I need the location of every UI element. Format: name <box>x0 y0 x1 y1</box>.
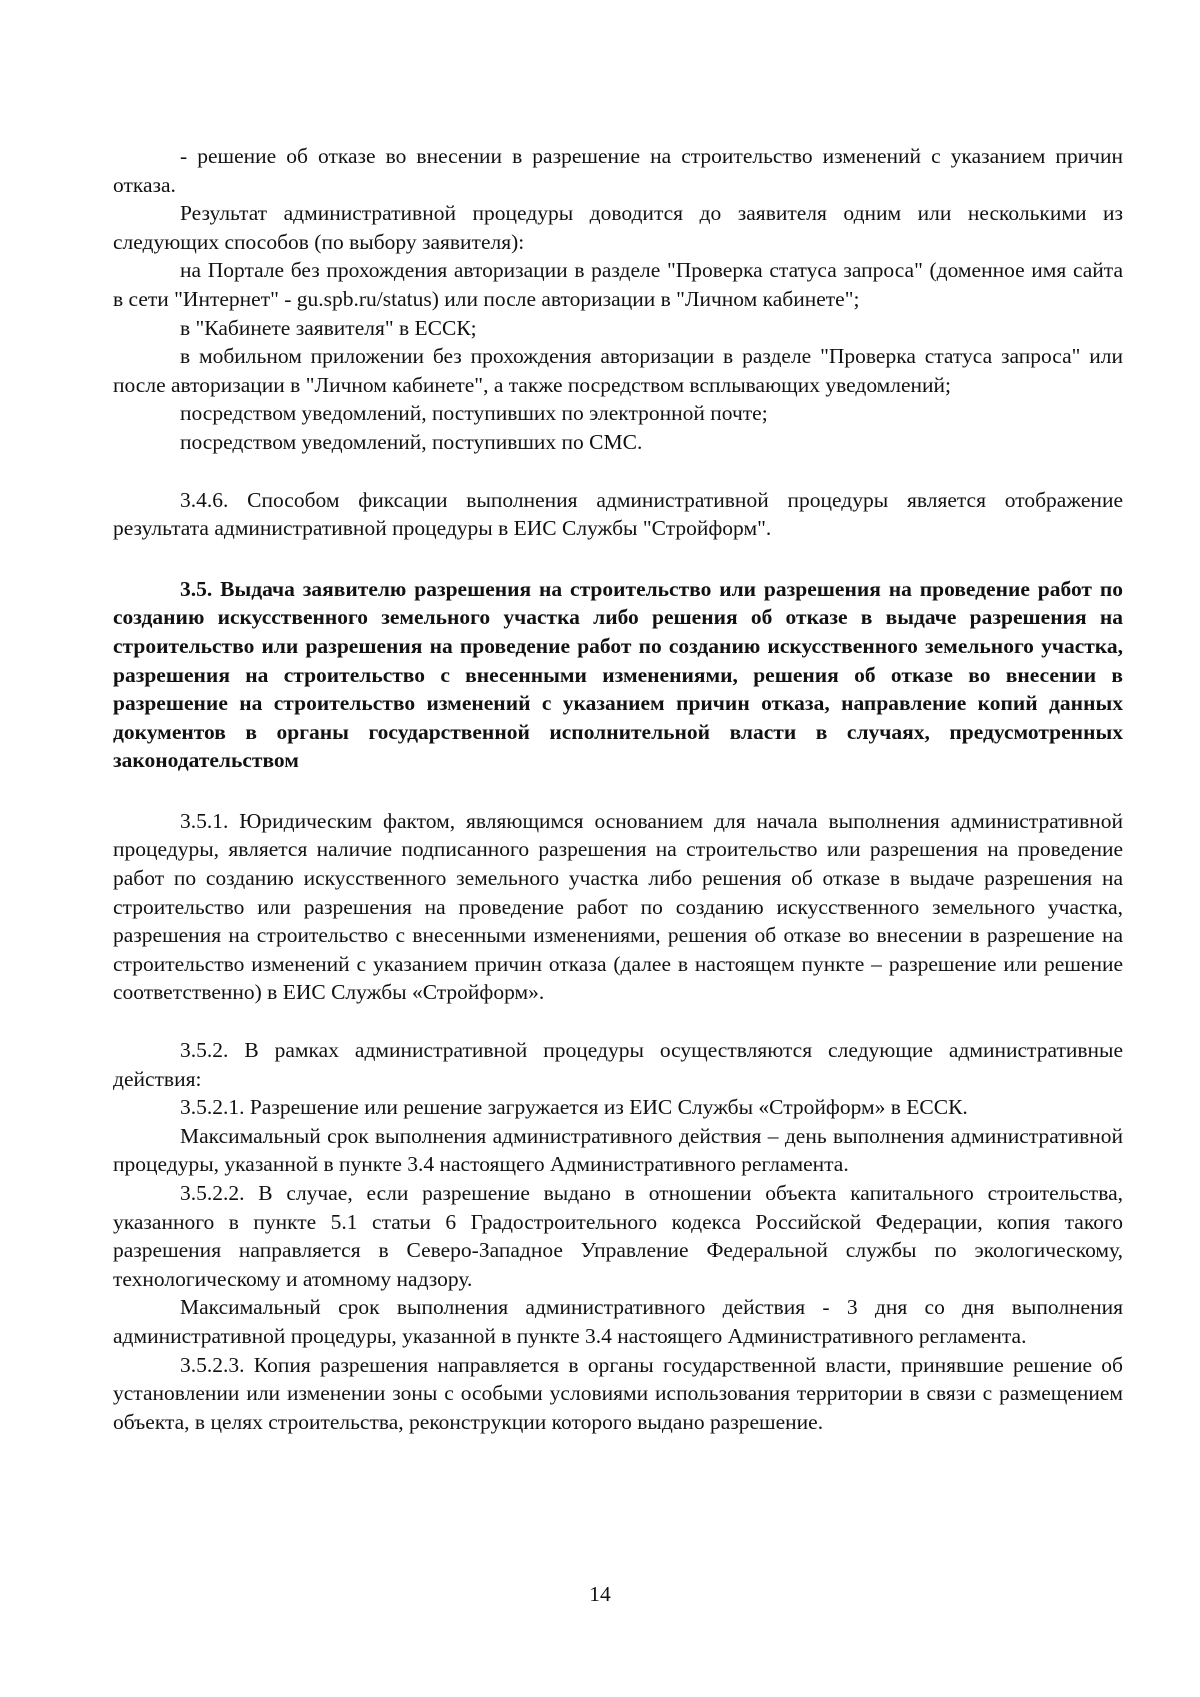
paragraph-3-5-1: 3.5.1. Юридическим фактом, являющимся основанием для начала выполнения административной процедуры, является наличие подписанного разрешения на строительство или разрешения на проведение работ по созданию искусственного земельного участка либо решения об отказе в выдаче разрешения на строительство или разрешения на проведение работ по созданию искусственного земельного участка, разрешения на строительство с внесенными изменениями, решения об отказе во внесении в разрешение на строительство изменений с указанием причин отказа (далее в настоящем пункте – разрешение или решение соответственно) в ЕИС Службы «Стройформ». <box>113 808 1123 1005</box>
paragraph-mobile-app: в мобильном приложении без прохождения авторизации в разделе "Проверка статуса запроса" или после авторизации в "Личном кабинете", а также посредством всплывающих уведомлений; <box>113 344 1123 397</box>
paragraph-result-delivery: Результат административной процедуры доводится до заявителя одним или несколькими из следующих способов (по выбору заявителя): <box>113 201 1123 254</box>
spacer <box>113 457 1123 486</box>
paragraph-sms: посредством уведомлений, поступивших по СМС. <box>180 429 643 454</box>
spacer <box>113 775 1123 807</box>
spacer <box>113 1007 1123 1036</box>
paragraph-3-5-2-2: 3.5.2.2. В случае, если разрешение выдано в отношении объекта капитального строительства, указанного в пункте 5.1 статьи 6 Градостроительного кодекса Российской Федерации, копия такого разрешения направляется в Северо-Западное Управление Федеральной службы по экологическому, технологическому и атомному надзору. <box>113 1181 1123 1291</box>
paragraph-portal: на Портале без прохождения авторизации в разделе "Проверка статуса запроса" (доменное имя сайта в сети "Интернет" - gu.spb.ru/status) или после авторизации в "Личном кабинете"; <box>113 258 1123 311</box>
paragraph-3-4-6: 3.4.6. Способом фиксации выполнения административной процедуры является отображение результата административной процедуры в ЕИС Службы "Стройформ". <box>113 487 1123 541</box>
page-number: 14 <box>589 1582 611 1606</box>
section-heading-3-5: 3.5. Выдача заявителю разрешения на строительство или разрешения на проведение работ по созданию искусственного земельного участка либо решения об отказе в выдаче разрешения на строительство или разрешения на проведение работ по созданию искусственного земельного участка, разрешения на строительство с внесенными изменениями, решения об отказе во внесении в разрешение на строительство изменений с указанием причин отказа, направление копий данных документов в органы государственной исполнительной власти в случаях, предусмотренных законодательством <box>113 576 1123 773</box>
document-body <box>113 142 1123 1436</box>
spacer <box>113 543 1123 575</box>
paragraph-max-term-2: Максимальный срок выполнения административного действия - 3 дня со дня выполнения административной процедуры, указанной в пункте 3.4 настоящего Административного регламента. <box>113 1295 1123 1348</box>
paragraph-3-5-2: 3.5.2. В рамках административной процедуры осуществляются следующие административные действия: <box>113 1038 1123 1091</box>
paragraph-applicant-cabinet: в "Кабинете заявителя" в ЕССК; <box>180 315 477 340</box>
paragraph-3-5-2-1: 3.5.2.1. Разрешение или решение загружается из ЕИС Службы «Стройформ» в ЕССК. <box>180 1095 968 1120</box>
paragraph-3-5-2-3: 3.5.2.3. Копия разрешения направляется в органы государственной власти, принявшие решение об установлении или изменении зоны с особыми условиями использования территории в связи с размещением объекта, в целях строительства, реконструкции которого выдано разрешение. <box>113 1352 1123 1434</box>
paragraph-max-term-1: Максимальный срок выполнения административного действия – день выполнения административной процедуры, указанной в пункте 3.4 настоящего Административного регламента. <box>113 1123 1123 1177</box>
paragraph-email: посредством уведомлений, поступивших по электронной почте; <box>180 401 768 426</box>
paragraph-refusal-decision: - решение об отказе во внесении в разрешение на строительство изменений с указанием причин отказа. <box>113 144 1123 197</box>
